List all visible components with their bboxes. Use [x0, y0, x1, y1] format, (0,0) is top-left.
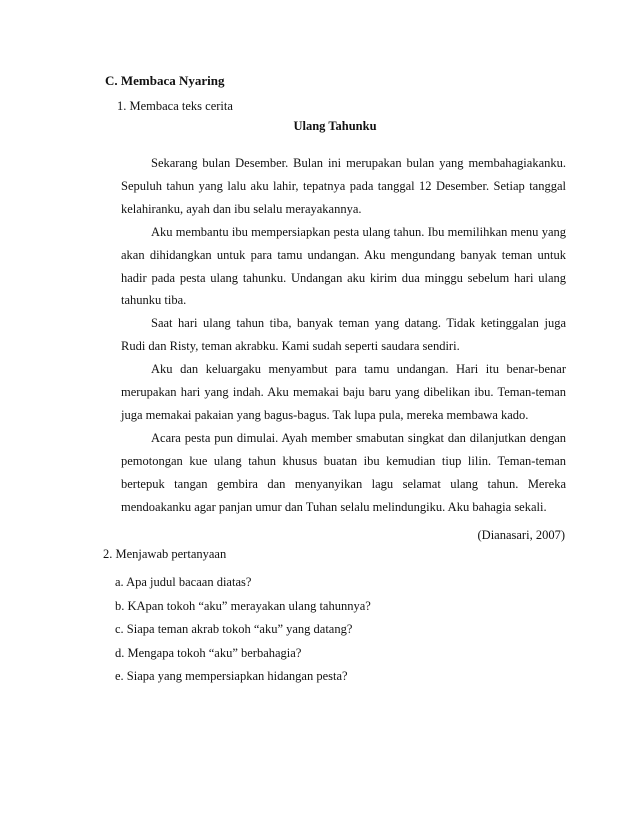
question-item: d. Mengapa tokoh “aku” berbahagia? — [115, 645, 302, 660]
story-paragraph: Acara pesta pun dimulai. Ayah member smabutan singkat dan dilanjutkan dengan pemotongan kue ulang tahun khusus buatan ibu kemudian tiup lilin. Teman-teman bertepuk tangan gembira dan menyanyikan lagu selamat ulang tahun. Mereka mendoakanku agar panjan umur dan Tuhan selalu melindungiku. Aku bahagia sekali. — [121, 430, 566, 514]
subsection-heading: 1. Membaca teks cerita — [117, 99, 233, 113]
story-body — [121, 152, 566, 519]
story-paragraph: Sekarang bulan Desember. Bulan ini merupakan bulan yang membahagiakanku. Sepuluh tahun yang lalu aku lahir, tepatnya pada tanggal 12 Desember. Setiap tanggal kelahiranku, ayah dan ibu selalu merayakannya. — [121, 156, 566, 216]
question-item: b. KApan tokoh “aku” merayakan ulang tahunnya? — [115, 598, 371, 613]
questions-heading: 2. Menjawab pertanyaan — [103, 547, 227, 561]
question-item: a. Apa judul bacaan diatas? — [115, 575, 252, 589]
story-paragraph: Saat hari ulang tahun tiba, banyak teman yang datang. Tidak ketinggalan juga Rudi dan Risty, teman akrabku. Kami sudah seperti saudara sendiri. — [121, 316, 566, 354]
story-paragraph: Aku membantu ibu mempersiapkan pesta ulang tahun. Ibu memilihkan menu yang akan dihidangkan untuk para tamu undangan. Aku mengundang banyak teman untuk hadir pada pesta ulang tahunku. Undangan aku kirim dua minggu sebelum hari ulang tahunku tiba. — [121, 224, 566, 308]
questions-list — [115, 571, 371, 689]
question-item: c. Siapa teman akrab tokoh “aku” yang datang? — [115, 622, 353, 636]
story-title: Ulang Tahunku — [293, 119, 377, 133]
story-paragraph: Aku dan keluargaku menyambut para tamu undangan. Hari itu benar-benar merupakan hari yang indah. Aku memakai baju baru yang dibelikan ibu. Teman-teman juga memakai pakaian yang bagus-bagus. Tak lupa pula, mereka membawa kado. — [121, 362, 566, 422]
story-source-citation: (Dianasari, 2007) — [477, 528, 565, 542]
question-item: e. Siapa yang mempersiapkan hidangan pesta? — [115, 669, 348, 683]
section-heading: C. Membaca Nyaring — [105, 73, 225, 88]
